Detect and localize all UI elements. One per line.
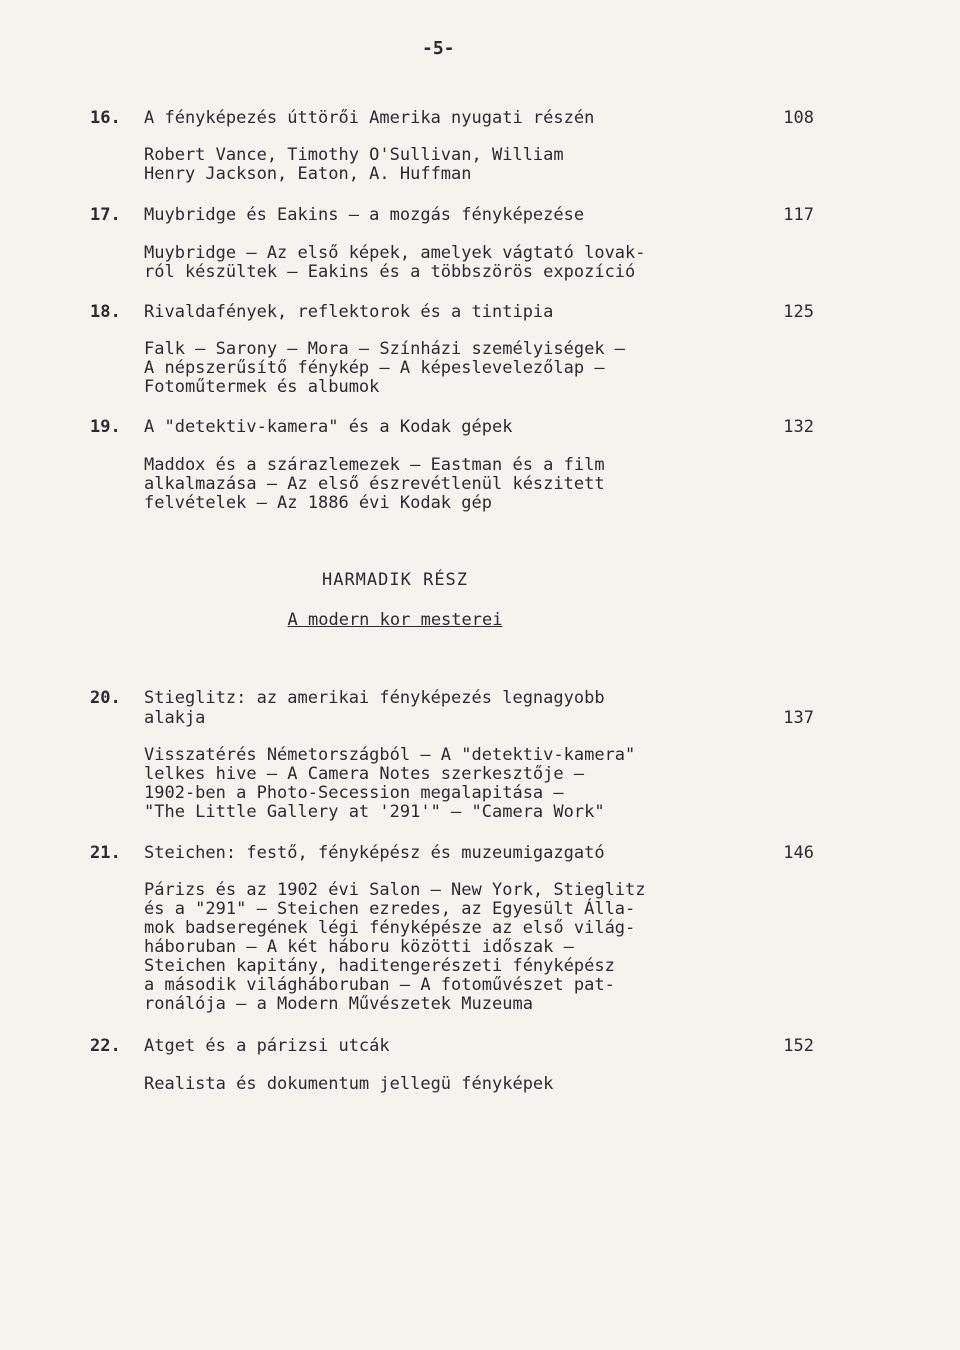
chapter-title: Steichen: festő, fényképész és muzeumigazgató	[144, 843, 605, 863]
chapter-description: Falk – Sarony – Mora – Színházi személyiségek – A népszerűsítő fénykép – A képeslevelezőlap – Fotoműtermek és albumok	[144, 339, 626, 397]
chapter-number: 20.	[90, 688, 121, 708]
chapter-title: Rivaldafények, reflektorok és a tintipia	[144, 302, 554, 322]
chapter-title: A fényképezés úttörői Amerika nyugati részén	[144, 108, 595, 128]
chapter-description: Robert Vance, Timothy O'Sullivan, William Henry Jackson, Eaton, A. Huffman	[144, 145, 564, 184]
chapter-description: Muybridge – Az első képek, amelyek vágtató lovak- ról készültek – Eakins és a többszörös expozíció	[144, 243, 646, 282]
chapter-page: 132	[783, 417, 814, 437]
chapter-number: 22.	[90, 1036, 121, 1056]
chapter-page: 152	[783, 1036, 814, 1056]
chapter-number: 18.	[90, 302, 121, 322]
chapter-description: Realista és dokumentum jellegü fényképek	[144, 1074, 554, 1094]
chapter-page: 137	[783, 708, 814, 728]
chapter-description: Visszatérés Németországból – A "detektiv-kamera" lelkes hive – A Camera Notes szerkesztője – 1902-ben a Photo-Secession megalapitása – "The Little Gallery at '291'" – "Camera Work"	[144, 745, 636, 822]
part-subtitle: A modern kor mesterei	[287, 610, 503, 630]
chapter-page: 146	[783, 843, 814, 863]
chapter-number: 19.	[90, 417, 121, 437]
chapter-title: A "detektiv-kamera" és a Kodak gépek	[144, 417, 513, 437]
chapter-page: 117	[783, 205, 814, 225]
chapter-title: Stieglitz: az amerikai fényképezés legnagyobb alakja	[144, 688, 605, 728]
chapter-number: 16.	[90, 108, 121, 128]
page-number: -5-	[422, 38, 455, 59]
chapter-title: Atget és a párizsi utcák	[144, 1036, 390, 1056]
chapter-number: 17.	[90, 205, 121, 225]
chapter-description: Párizs és az 1902 évi Salon – New York, Stieglitz és a "291" – Steichen ezredes, az Egyesült Álla- mok badseregének légi fényképésze az első világ- háboruban – A két háboru közötti időszak – Steichen kapitány, haditengerészeti fényképész a második világháboruban – A fotoművészet pat- ronálója – a Modern Művészetek Muzeuma	[144, 880, 646, 1014]
chapter-title: Muybridge és Eakins – a mozgás fényképezése	[144, 205, 585, 225]
chapter-description: Maddox és a szárazlemezek – Eastman és a film alkalmazása – Az első észrevétlenül készitett felvételek – Az 1886 évi Kodak gép	[144, 455, 605, 513]
chapter-number: 21.	[90, 843, 121, 863]
part-heading: HARMADIK RÉSZ	[321, 570, 469, 590]
chapter-page: 108	[783, 108, 814, 128]
chapter-page: 125	[783, 302, 814, 322]
